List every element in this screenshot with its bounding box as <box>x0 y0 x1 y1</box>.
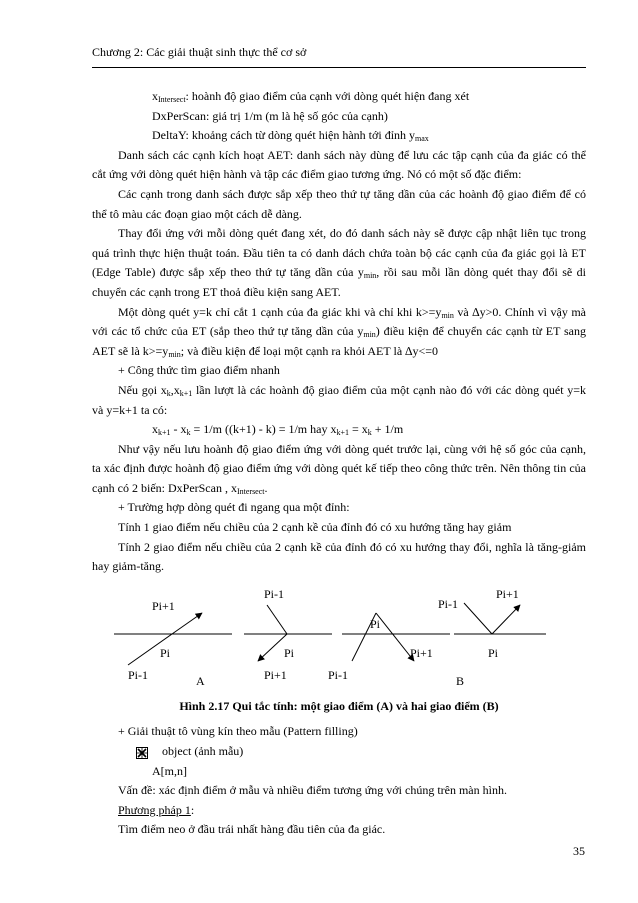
method-heading: Phương pháp 1: <box>118 802 195 817</box>
definition-xintersect: $x_{Intersect}$: hoành độ giao điểm của cạnh với dòng quét hiện đang xét <box>152 89 470 104</box>
paragraph-one-intersection: Tính 1 giao điểm nếu chiều của 2 cạnh kề của đỉnh đó có xu hướng tăng hay giảm <box>118 520 512 535</box>
edge-b2-left <box>464 603 492 634</box>
page-header: Chương 2: Các giải thuật sinh thực thể cơ sở <box>92 45 307 59</box>
header-rule <box>92 67 586 68</box>
label-b2-mid: Pi <box>488 645 499 660</box>
checkbox-cross-icon <box>136 746 148 758</box>
method-1-label: Phương pháp 1 <box>118 802 191 817</box>
heading-vertex-case: + Trường hợp dòng quét đi ngang qua một đỉnh: <box>118 500 350 515</box>
label-group-b: B <box>456 673 465 688</box>
paragraph-update: Thay đổi ứng với mỗi dòng quét đang xét, do đó danh sách này sẽ được cập nhật liên tục trong quá trình thực hiện thuật toán. Đầu tiên ta có danh dách chứa toàn bộ các cạnh của đa giác gọi là ET (Edge Table) được sắp xếp theo thứ tự tăng dần của $y_{min}$, rồi sau mỗi lần dòng quét thay đổi sẽ di chuyển các cạnh trong ET thoả điều kiện sang AET. <box>92 226 586 299</box>
paragraph-condition: Một dòng quét y=k chỉ cắt 1 cạnh của đa giác khi và chỉ khi $k>=y_{min}$ và ∆y>0. Chính vì vậy mà với các tổ chức của ET (sắp theo thứ tự tăng dần của $y_{min}$) điều kiện để chuyển các cạnh từ ET sang AET sẽ là $k>=y_{min}$; và điều kiện để loại một cạnh ra khỏi AET là ∆y<=0 <box>92 304 587 359</box>
label-a2-bot: Pi+1 <box>264 667 287 682</box>
label-group-a: A <box>196 673 205 688</box>
paragraph-aet: Danh sách các cạnh kích hoạt AET: danh sách này dùng để lưu các tập cạnh của đa giác có thể cắt ứng với dòng quét hiện hành và tập các điểm giao tương ứng. Nó có một số đặc điểm: <box>92 147 586 182</box>
method-1-description: Tìm điểm neo ở đầu trái nhất hàng đầu tiên của đa giác. <box>118 822 386 837</box>
figure-caption: Hình 2.17 Qui tắc tính: một giao điểm (A) và hai giao điểm (B) <box>179 698 499 713</box>
edge-b1-right <box>376 613 414 661</box>
label-a1-top: Pi+1 <box>152 598 175 613</box>
problem-statement: Vấn đề: xác định điểm ở mẫu và nhiều điểm tương ứng với chúng trên màn hình. <box>118 783 507 798</box>
heading-pattern-filling: + Giải thuật tô vùng kín theo mẫu (Pattern filling) <box>118 724 358 739</box>
paragraph-sorted: Các cạnh trong danh sách được sắp xếp theo thứ tự tăng dần của các hoành độ giao điểm để có thể tô màu các đoạn giao một cách dễ dàng. <box>92 186 586 221</box>
formula-line: $x_{k+1} - x_k = 1/m$ ((k+1) - k) = 1/m hay $x_{k+1} = x_k + 1/m$ <box>152 422 404 438</box>
bullet-object <box>92 742 586 762</box>
label-a2-mid: Pi <box>284 645 295 660</box>
bullet-object-text: object (ảnh mẫu) <box>162 744 244 759</box>
figure-vertex-rules <box>92 579 586 689</box>
edge-a2-upper <box>267 605 287 634</box>
edge-b2-right <box>492 605 520 634</box>
label-b2-left: Pi-1 <box>438 596 459 611</box>
label-a1-bot: Pi-1 <box>128 667 149 682</box>
definition-dxperscan: DxPerScan: giá trị 1/m (m là hệ số góc của cạnh) <box>152 108 388 123</box>
paragraph-store: Như vậy nếu lưu hoành độ giao điểm ứng với dòng quét trước lại, cùng với hệ số góc của cạnh, ta xác định được hoành độ giao điểm ứng với dòng quét kế tiếp theo công thức trên. Nên thông tin của cạnh có 2 biến: DxPerScan , $x_{Intersect}$. <box>92 441 586 496</box>
label-b1-right: Pi+1 <box>410 645 433 660</box>
label-b1-top: Pi <box>370 616 381 631</box>
label-b2-right: Pi+1 <box>496 586 519 601</box>
definition-deltay: DeltaY: khoảng cách từ dòng quét hiện hành tới đỉnh $y_{max}$ <box>152 128 429 144</box>
paragraph-two-intersections: Tính 2 giao điểm nếu chiều của 2 cạnh kề của đỉnh đó có xu hướng thay đổi, nghĩa là tăng-giảm hay giảm-tăng. <box>92 539 586 574</box>
edge-a1-upper <box>172 613 202 634</box>
edge-a2-lower <box>258 634 287 661</box>
page-body <box>92 87 586 840</box>
heading-fast-formula: + Công thức tìm giao điểm nhanh <box>118 363 280 378</box>
label-a1-mid: Pi <box>160 645 171 660</box>
page-number: 35 <box>573 844 585 858</box>
paragraph-xk: Nếu gọi $x_k,x_{k+1}$ lần lượt là các hoành độ giao điểm của một cạnh nào đó với các dòng quét y=k và y=k+1 ta có: <box>92 382 587 417</box>
label-b1-left: Pi-1 <box>328 667 349 682</box>
label-a2-top: Pi-1 <box>264 586 285 601</box>
array-notation: A[m,n] <box>152 763 187 778</box>
